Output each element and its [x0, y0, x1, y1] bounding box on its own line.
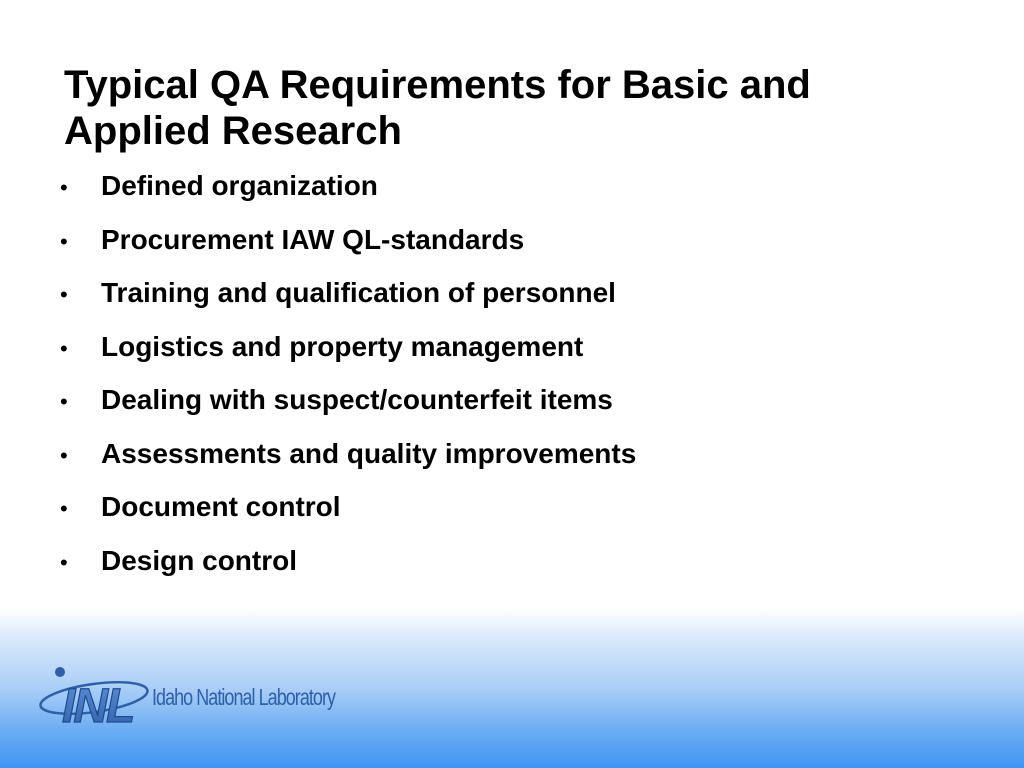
- bullet-text: Defined organization: [101, 170, 378, 201]
- bullet-text: Procurement IAW QL-standards: [101, 223, 525, 255]
- list-item: [56, 491, 636, 545]
- list-item: [56, 331, 636, 385]
- list-item: [56, 277, 636, 331]
- bullet-text: Dealing with suspect/counterfeit items: [101, 384, 613, 415]
- inl-logo-icon: [38, 660, 158, 730]
- bullet-icon: •: [60, 228, 68, 254]
- bullet-text: Document control: [101, 491, 341, 522]
- inl-logo: [38, 660, 358, 730]
- list-item: [56, 384, 636, 438]
- bullet-icon: •: [60, 335, 68, 361]
- slide-title: Typical QA Requirements for Basic and Applied Research: [64, 63, 811, 153]
- bullet-text: Design control: [101, 544, 298, 576]
- bullet-icon: •: [60, 389, 68, 414]
- bullet-icon: •: [60, 549, 68, 575]
- bullet-icon: •: [60, 282, 68, 307]
- list-item: [56, 170, 636, 224]
- list-item: [56, 224, 636, 278]
- list-item: [56, 545, 636, 599]
- bullet-list: [56, 170, 636, 598]
- bullet-icon: •: [60, 175, 68, 200]
- inl-logo-letters: INL: [62, 680, 134, 730]
- bullet-text: Logistics and property management: [101, 330, 584, 362]
- bullet-text: Assessments and quality improvements: [101, 437, 637, 469]
- bullet-icon: •: [60, 496, 68, 521]
- bullet-icon: •: [60, 442, 68, 468]
- bullet-text: Training and qualification of personnel: [101, 277, 616, 308]
- logo-name: Idaho National Laboratory: [152, 684, 336, 710]
- list-item: [56, 438, 636, 492]
